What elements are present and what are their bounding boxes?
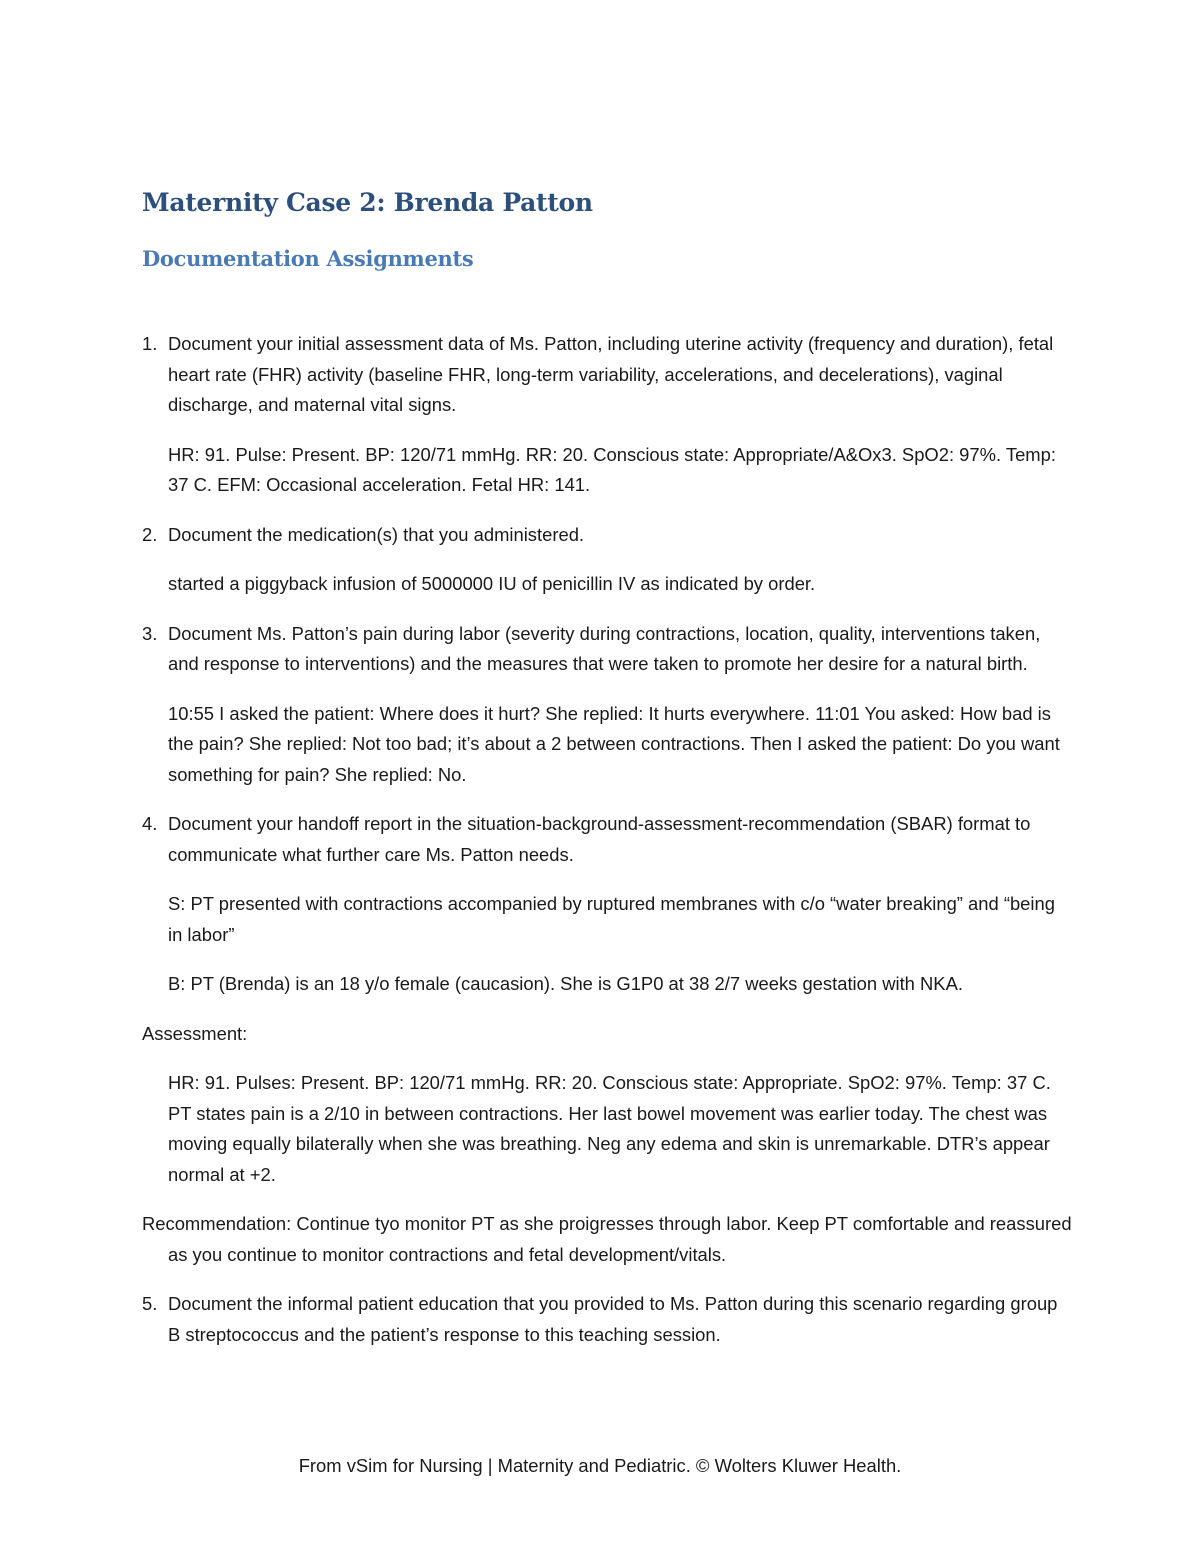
question-1-number: 1. — [142, 333, 158, 354]
question-4-text: Document your handoff report in the situation-background-assessment-recommendation (SBAR) format to communicate what further care Ms. Patton needs. — [168, 813, 1031, 865]
section-subtitle: Documentation Assignments — [142, 246, 474, 271]
answer-3: 10:55 I asked the patient: Where does it hurt? She replied: It hurts everywhere. 11:01 You asked: How bad is the pain? She replied: Not too bad; it’s about a 2 between contractions. Then I asked the patient: Do you want something for pain? She replied: No. — [168, 702, 1060, 785]
question-5 — [142, 1289, 1072, 1350]
page-footer: From vSim for Nursing | Maternity and Pediatric. © Wolters Kluwer Health. — [298, 1455, 902, 1476]
sbar-background: B: PT (Brenda) is an 18 y/o female (caucasion). She is G1P0 at 38 2/7 weeks gestation with NKA. — [168, 973, 963, 994]
question-4 — [142, 809, 1072, 870]
question-1-text: Document your initial assessment data of Ms. Patton, including uterine activity (frequency and duration), fetal heart rate (FHR) activity (baseline FHR, long-term variability, accelerations, and decelerations), vaginal discharge, and maternal vital signs. — [168, 333, 1054, 415]
sbar-assessment-label: Assessment: — [142, 1022, 248, 1044]
sbar-situation: S: PT presented with contractions accompanied by ruptured membranes with c/o “water breaking” and “being in labor” — [168, 893, 1055, 945]
question-4-number: 4. — [142, 813, 158, 834]
answer-1: HR: 91. Pulse: Present. BP: 120/71 mmHg. RR: 20. Conscious state: Appropriate/A&Ox3. SpO2: 97%. Temp: 37 C. EFM: Occasional acceleration. Fetal HR: 141. — [168, 443, 1056, 495]
question-3 — [142, 619, 1072, 680]
question-5-number: 5. — [142, 1293, 158, 1314]
question-1 — [142, 329, 1072, 421]
question-2 — [142, 520, 1072, 551]
question-5-text: Document the informal patient education that you provided to Ms. Patton during this scenario regarding group B streptococcus and the patient’s response to this teaching session. — [168, 1293, 1058, 1345]
answer-2: started a piggyback infusion of 5000000 IU of penicillin IV as indicated by order. — [168, 573, 816, 594]
sbar-assessment: HR: 91. Pulses: Present. BP: 120/71 mmHg. RR: 20. Conscious state: Appropriate. SpO2: 97%. Temp: 37 C. PT states pain is a 2/10 in between contractions. Her last bowel movement was earlier today. The chest was moving equally bilaterally when she was breathing. Neg any edema and skin is unremarkable. DTR’s appear normal at +2. — [168, 1072, 1051, 1185]
page-title: Maternity Case 2: Brenda Patton — [142, 188, 593, 217]
question-2-number: 2. — [142, 523, 158, 545]
question-2-text: Document the medication(s) that you administered. — [168, 523, 585, 545]
question-3-number: 3. — [142, 622, 158, 644]
document-body — [142, 329, 1072, 1369]
question-3-text: Document Ms. Patton’s pain during labor (severity during contractions, location, quality, interventions taken, and response to interventions) and the measures that were taken to promote her desire for a natural birth. — [168, 622, 1041, 674]
sbar-recommendation: Recommendation: Continue tyo monitor PT as she proigresses through labor. Keep PT comfortable and reassured as you continue to monitor contractions and fetal development/vitals. — [142, 1213, 1072, 1265]
